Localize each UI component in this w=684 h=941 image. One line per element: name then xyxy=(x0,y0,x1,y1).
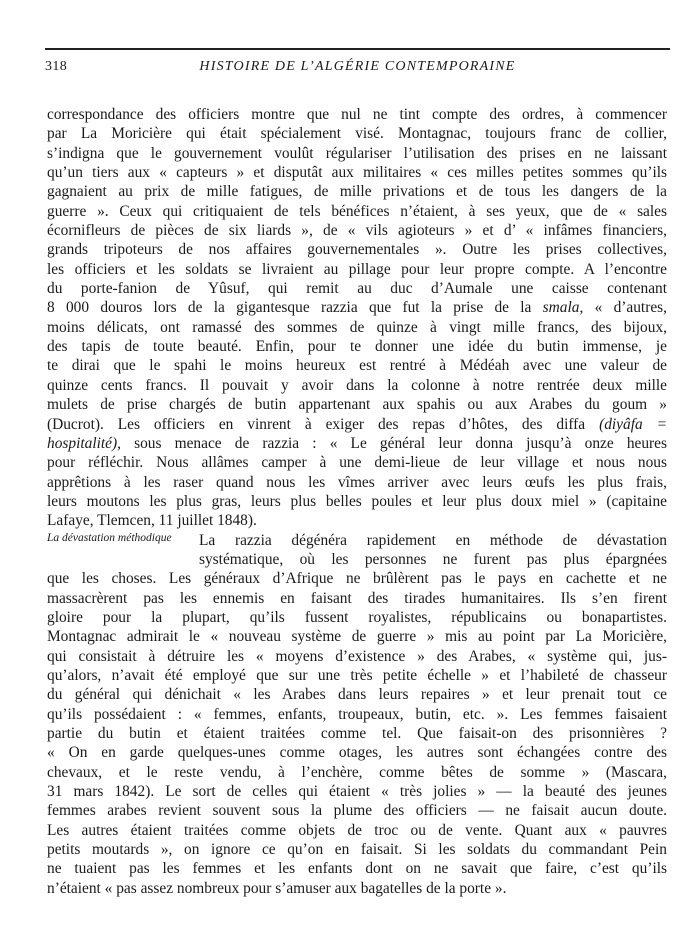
text-line: te dirai que le spahi le moins heureux est rentré à Médéah avec une valeur de xyxy=(47,357,667,375)
text-line: massacrèrent pas les ennemis en faisant des tirades humanitaires. Ils s’en firent xyxy=(47,589,667,607)
text-line: systématique, où les personnes ne furent pas plus épargnées xyxy=(199,550,667,568)
text-line: correspondance des officiers montre que nul ne tint compte des ordres, à commencer xyxy=(47,106,667,123)
text-line: que les choses. Les généraux d’Afrique ne brûlèrent pas le pays en cachette et ne xyxy=(47,570,667,588)
text-line: (Ducrot). Les officiers en vinrent à exiger des repas d’hôtes, des diffa (diyâfa = xyxy=(47,415,667,433)
text-line: partie du butin et étaient traitées comme tel. Que faisait-on des prisonnières ? xyxy=(47,725,667,742)
text-line: guerre ». Ceux qui critiquaient de tels bénéfices n’étaient, à ses yeux, que de « sales xyxy=(47,202,667,220)
text-line: hospitalité), sous menace de razzia : « Le général leur donna jusqu’à onze heures xyxy=(47,434,667,452)
text-line: 31 mars 1842). Le sort de celles qui étaient « très jolies » — la beauté des jeunes xyxy=(47,783,667,801)
text-line: 8 000 douros lors de la gigantesque razzia que fut la prise de la smala, « d’autres, xyxy=(47,299,667,317)
text-line: femmes arabes revient souvent sous la plume des officiers — ne faisait aucun doute. xyxy=(47,802,667,820)
text-line: gloire pour la plupart, qu’ils fussent royalistes, républicains ou bonapartistes. xyxy=(47,608,667,626)
text-line: chevaux, et le reste vendu, à l’enchère, comme bêtes de somme » (Mascara, xyxy=(47,763,667,781)
text-line: « On en garde quelques-unes comme otages, les autres sont échangées contre des xyxy=(47,744,667,762)
text-line: leurs moutons les plus gras, leurs plus belles poules et leur plus doux miel » (capitaine xyxy=(47,492,667,510)
text-line: qui consistait à détruire les « moyens d’existence » des Arabes, « système qui, jus- xyxy=(47,647,667,665)
text-line: n’étaient « pas assez nombreux pour s’amuser aux bagatelles de la porte ». xyxy=(47,879,507,897)
text-line: petits moutards », on ignore ce qu’on en faisait. Si les soldats du commandant Pein xyxy=(47,841,667,859)
text-line: qu’ils possédaient : « femmes, enfants, troupeaux, butin, etc. ». Les femmes faisaient xyxy=(47,705,667,723)
running-head: HISTOIRE DE L’ALGÉRIE CONTEMPORAINE xyxy=(199,59,516,74)
text-line: gagnaient au prix de mille fatigues, de mille privations et de tous les dangers de la xyxy=(47,183,667,201)
text-line: La razzia dégénéra rapidement en méthode de dévastation xyxy=(199,531,667,549)
text-line: les officiers et les soldats se livraient au pillage pour leur propre compte. A l’encontre xyxy=(47,260,667,278)
text-line: qu’un tiers aux « capteurs » et disputât aux militaires « ces milles petites sommes qu’ils xyxy=(47,164,667,182)
page-number: 318 xyxy=(45,59,68,74)
text-line: Montagnac admirait le « nouveau système de guerre » mis au point par La Moricière, xyxy=(47,628,667,646)
text-line: écornifleurs de pièces de six liards », de « vils agioteurs » et d’ « infâmes financiers, xyxy=(47,222,667,240)
text-line: mulets de prise chargés de butin appartenant aux spahis ou aux Arabes du goum » xyxy=(47,396,667,414)
body-text xyxy=(47,105,667,898)
header-rule xyxy=(45,48,670,50)
text-line: apprêtions à les raser quand nous les vîmes arriver avec leurs œufs les plus frais, xyxy=(47,473,667,491)
text-line: qu’alors, n’avait été employé que sur une très petite échelle » et l’habileté de chasseur xyxy=(47,666,667,684)
text-line: des tapis de toute beauté. Enfin, pour te donner une idée du butin immense, je xyxy=(47,338,667,356)
margin-note: La dévastation méthodique xyxy=(47,532,172,544)
text-line: quinze cents francs. Il pouvait y avoir dans la colonne à notre rentrée deux mille xyxy=(47,376,667,394)
text-line: ne tuaient pas les femmes et les enfants dont on ne savait que faire, c’est qu’ils xyxy=(47,860,667,878)
text-line: moins délicats, ont ramassé des sommes de quinze à vingt mille francs, des bijoux, xyxy=(47,318,667,336)
text-line: par La Moricière qui était spécialement visé. Montagnac, toujours franc de collier, xyxy=(47,125,667,143)
text-line: du général qui dénichait « les Arabes dans leurs repaires » et leur prenait tout ce xyxy=(47,686,667,704)
text-line: pour réfléchir. Nous allâmes camper à une demi-lieue de leur village et nous nous xyxy=(47,454,667,472)
text-line: du porte-fanion de Yûsuf, qui remit au duc d’Aumale une caisse contenant xyxy=(47,280,667,298)
text-line: Les autres étaient traitées comme objets de troc ou de vente. Quant aux « pauvres xyxy=(47,821,667,839)
page-header xyxy=(45,59,670,79)
text-line: grands tripoteurs de nos affaires gouvernementales ». Outre les prises collectives, xyxy=(47,241,667,259)
text-line: Lafaye, Tlemcen, 11 juillet 1848). xyxy=(47,512,257,530)
text-line: s’indigna que le gouvernement voulût régulariser l’utilisation des prises en ne laissant xyxy=(47,144,667,162)
